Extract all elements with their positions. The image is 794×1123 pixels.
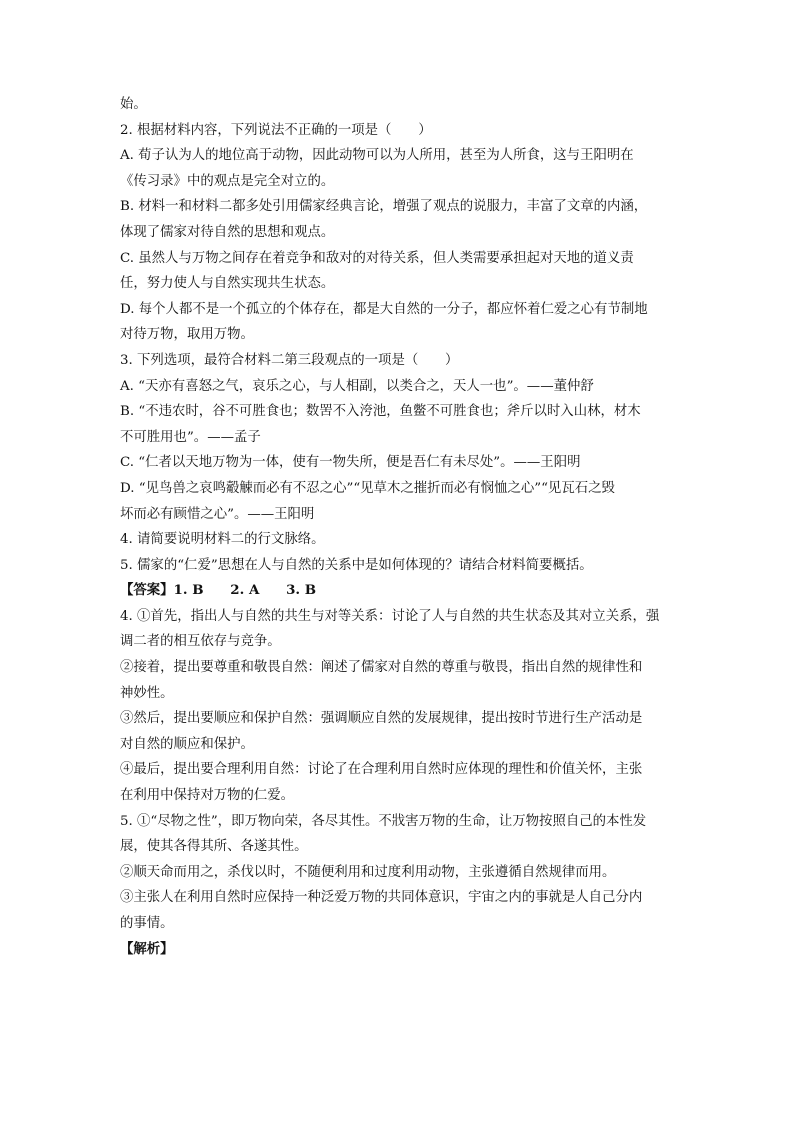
answer-4-2-cont: 神妙性。 <box>120 685 174 701</box>
question-2: 2. 根据材料内容，下列说法不正确的一项是（ ） <box>120 122 432 138</box>
answer-4-4: ④最后，提出要合理利用自然：讨论了在合理利用自然时应体现的理性和价值关怀，主张 <box>120 762 643 778</box>
answer-5-3-cont: 的事情。 <box>120 916 174 931</box>
analysis-heading: 【解析】 <box>120 940 174 957</box>
question-4: 4. 请简要说明材料二的行文脉络。 <box>120 532 325 548</box>
answer-5-1-cont: 展，使其各得其所、各遂其性。 <box>120 839 308 855</box>
option-3b-cont: 不可胜用也”。——孟子 <box>120 429 261 445</box>
answer-5-2: ②顺天命而用之，杀伐以时，不随便利用和过度利用动物，主张遵循自然规律而用。 <box>120 864 616 880</box>
answer-4-3-cont: 对自然的顺应和保护。 <box>120 736 254 752</box>
question-3: 3. 下列选项，最符合材料二第三段观点的一项是（ ） <box>120 352 459 368</box>
option-3c: C. “仁者以天地万物为一体，使有一物失所，便是吾仁有未尽处”。——王阳明 <box>120 455 581 471</box>
option-2b: B. 材料一和材料二都多处引用儒家经典言论，增强了观点的说服力，丰富了文章的内涵， <box>120 199 648 215</box>
text-line: 始。 <box>120 97 147 112</box>
option-3d-cont: 坏而必有顾惜之心”。——王阳明 <box>120 506 315 522</box>
answer-5-3: ③主张人在利用自然时应保持一种泛爱万物的共同体意识，宇宙之内的事就是人自己分内 <box>120 890 643 906</box>
option-2a: A. 荀子认为人的地位高于动物，因此动物可以为人所用，甚至为人所食，这与王阳明在 <box>120 148 634 164</box>
option-2c: C. 虽然人与万物之间存在着竞争和敌对的对待关系，但人类需要承担起对天地的道义责 <box>120 250 634 266</box>
option-2a-cont: 《传习录》中的观点是完全对立的。 <box>120 173 335 189</box>
option-3a: A. “天亦有喜怒之气，哀乐之心，与人相副，以类合之，天人一也”。——董仲舒 <box>120 378 594 394</box>
document-page <box>120 92 680 962</box>
question-5: 5. 儒家的“仁爱”思想在人与自然的关系中是如何体现的？请结合材料简要概括。 <box>120 557 593 573</box>
option-3d: D. “见鸟兽之哀鸣觳觫而必有不忍之心”“见草木之摧折而必有悯恤之心”“见瓦石之毁 <box>120 480 615 496</box>
answer-4-4-cont: 在利用中保持对万物的仁爱。 <box>120 788 295 804</box>
answer-4-1-cont: 调二者的相互依存与竞争。 <box>120 634 281 650</box>
answer-4-1: 4. ①首先，指出人与自然的共生与对等关系：讨论了人与自然的共生状态及其对立关系，强 <box>120 608 660 624</box>
answer-5-1: 5. ①“尽物之性”，即万物向荣，各尽其性。不戕害万物的生命，让万物按照自己的本性发 <box>120 813 647 829</box>
option-2d: D. 每个人都不是一个孤立的个体存在，都是大自然的一分子，都应怀着仁爱之心有节制地 <box>120 301 648 317</box>
option-3b: B. “不违农时，谷不可胜食也；数罟不入洿池，鱼鳖不可胜食也；斧斤以时入山林，材木 <box>120 404 641 420</box>
option-2d-cont: 对待万物，取用万物。 <box>120 327 254 343</box>
option-2c-cont: 任，努力使人与自然实现共生状态。 <box>120 276 335 292</box>
option-2b-cont: 体现了儒家对待自然的思想和观点。 <box>120 224 335 240</box>
answer-heading: 【答案】1. B 2. A 3. B <box>120 582 317 599</box>
answer-4-3: ③然后，提出要顺应和保护自然：强调顺应自然的发展规律，提出按时节进行生产活动是 <box>120 711 643 727</box>
answer-4-2: ②接着，提出要尊重和敬畏自然：阐述了儒家对自然的尊重与敬畏，指出自然的规律性和 <box>120 660 643 676</box>
